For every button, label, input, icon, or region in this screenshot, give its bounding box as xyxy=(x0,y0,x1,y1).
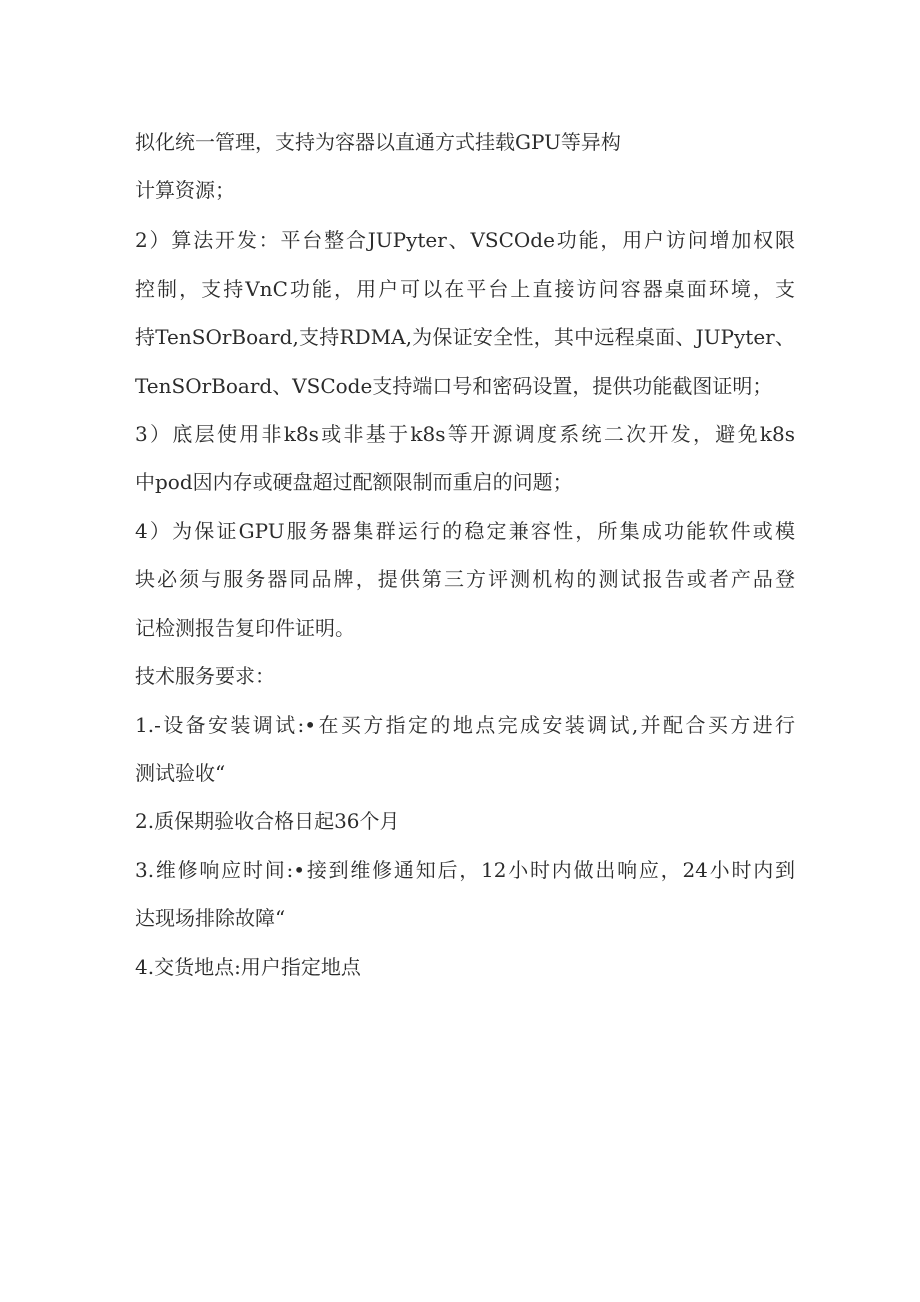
paragraph-line: 2）算法开发：平台整合JUPyter、VSCOde功能，用户访问增加权限 xyxy=(135,228,795,252)
list-item: 2.质保期验收合格日起36个月 xyxy=(135,809,400,833)
paragraph-line: 持TenSOrBoard,支持RDMA,为保证安全性，其中远程桌面、JUPyter、 xyxy=(135,325,795,349)
paragraph-line: 块必须与服务器同品牌，提供第三方评测机构的测试报告或者产品登 xyxy=(135,567,795,591)
paragraph-line: 控制，支持VnC功能，用户可以在平台上直接访问容器桌面环境，支 xyxy=(135,277,795,301)
list-item-continuation: 测试验收“ xyxy=(135,761,226,785)
section-heading: 技术服务要求： xyxy=(135,664,275,688)
list-item: 3.维修响应时间:•接到维修通知后，12小时内做出响应，24小时内到 xyxy=(135,858,795,882)
paragraph-line: 4）为保证GPU服务器集群运行的稳定兼容性，所集成功能软件或模 xyxy=(135,519,795,543)
list-item-continuation: 达现场排除故障“ xyxy=(135,906,286,930)
paragraph-line: 计算资源； xyxy=(135,178,235,202)
list-item: 1.-设备安装调试:•在买方指定的地点完成安装调试,并配合买方进行 xyxy=(135,713,795,737)
paragraph-line: TenSOrBoard、VSCode支持端口号和密码设置，提供功能截图证明； xyxy=(135,374,773,398)
paragraph-line: 中pod因内存或硬盘超过配额限制而重启的问题； xyxy=(135,470,573,494)
list-item: 4.交货地点:用户指定地点 xyxy=(135,955,361,979)
paragraph-line: 拟化统一管理，支持为容器以直通方式挂载GPU等异构 xyxy=(135,130,621,154)
paragraph-line: 3）底层使用非k8s或非基于k8s等开源调度系统二次开发，避免k8s xyxy=(135,422,795,446)
paragraph-line: 记检测报告复印件证明。 xyxy=(135,616,355,640)
